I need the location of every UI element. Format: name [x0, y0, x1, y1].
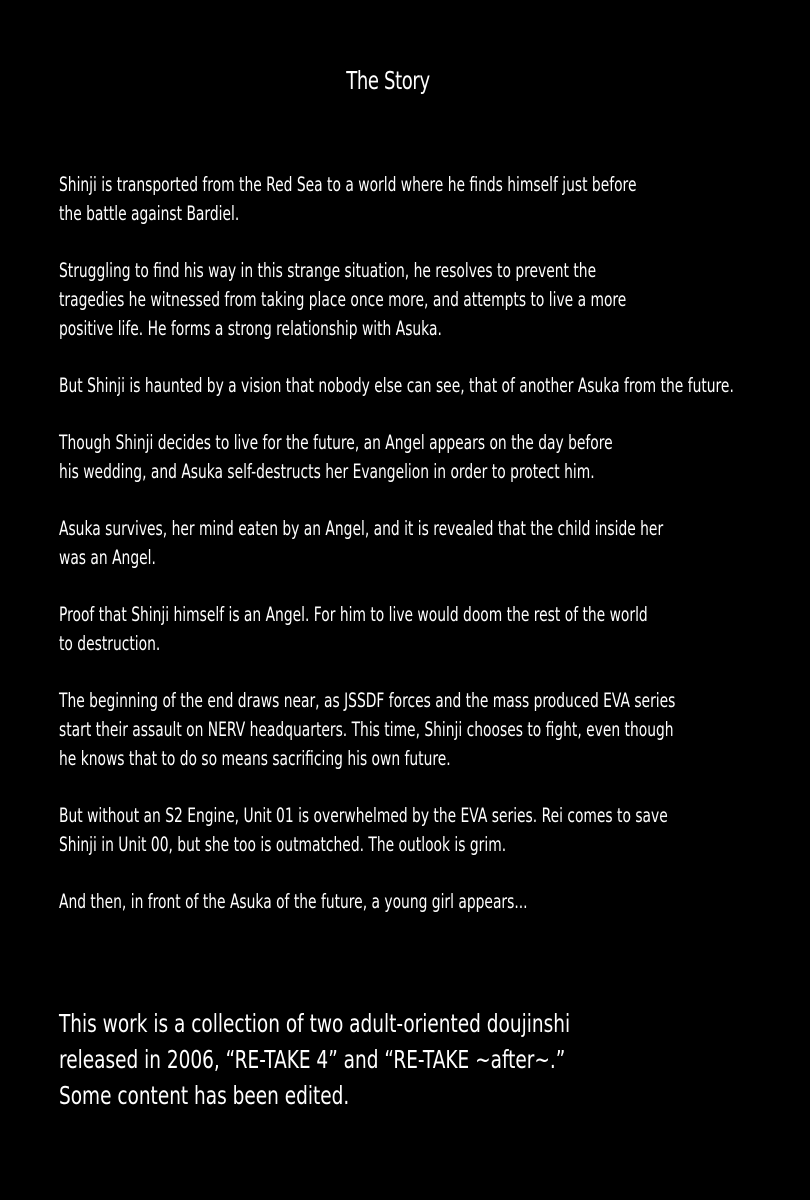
story-line: to destruction. — [59, 632, 161, 655]
story-paragraph — [59, 170, 783, 228]
story-line: he knows that to do so means sacrificing his own future. — [59, 747, 451, 770]
story-line: Proof that Shinji himself is an Angel. For him to live would doom the rest of the world — [59, 603, 648, 626]
story-paragraph — [59, 887, 783, 916]
story-line: The beginning of the end draws near, as JSSDF forces and the mass produced EVA series — [59, 689, 676, 712]
story-text — [59, 170, 783, 944]
story-paragraph — [59, 514, 783, 572]
page-title: The Story — [346, 66, 430, 95]
story-paragraph — [59, 256, 783, 343]
story-line: But without an S2 Engine, Unit 01 is overwhelmed by the EVA series. Rei comes to save — [59, 804, 668, 827]
story-line: Shinji in Unit 00, but she too is outmatched. The outlook is grim. — [59, 833, 507, 856]
story-line: the battle against Bardiel. — [59, 202, 240, 225]
story-paragraph — [59, 801, 783, 859]
story-line: But Shinji is haunted by a vision that nobody else can see, that of another Asuka from the future. — [59, 374, 734, 397]
story-line: Shinji is transported from the Red Sea to a world where he finds himself just before — [59, 173, 637, 196]
story-line: start their assault on NERV headquarters. This time, Shinji chooses to fight, even though — [59, 718, 674, 741]
story-line: Though Shinji decides to live for the future, an Angel appears on the day before — [59, 431, 613, 454]
story-line: And then, in front of the Asuka of the future, a young girl appears... — [59, 890, 528, 913]
story-line: positive life. He forms a strong relationship with Asuka. — [59, 317, 442, 340]
story-line: Asuka survives, her mind eaten by an Angel, and it is revealed that the child inside her — [59, 517, 664, 540]
story-line: Struggling to find his way in this strange situation, he resolves to prevent the — [59, 259, 597, 282]
note-line: This work is a collection of two adult-oriented doujinshi — [59, 1009, 571, 1038]
story-line: was an Angel. — [59, 546, 156, 569]
story-paragraph — [59, 600, 783, 658]
story-paragraph — [59, 428, 783, 486]
story-paragraph — [59, 686, 783, 773]
story-paragraph — [59, 371, 783, 400]
publication-note — [59, 1006, 799, 1114]
story-line: his wedding, and Asuka self-destructs her Evangelion in order to protect him. — [59, 460, 595, 483]
note-line: released in 2006, “RE-TAKE 4” and “RE-TAKE ~after~.” — [59, 1045, 566, 1074]
note-line: Some content has been edited. — [59, 1081, 350, 1110]
story-line: tragedies he witnessed from taking place once more, and attempts to live a more — [59, 288, 627, 311]
